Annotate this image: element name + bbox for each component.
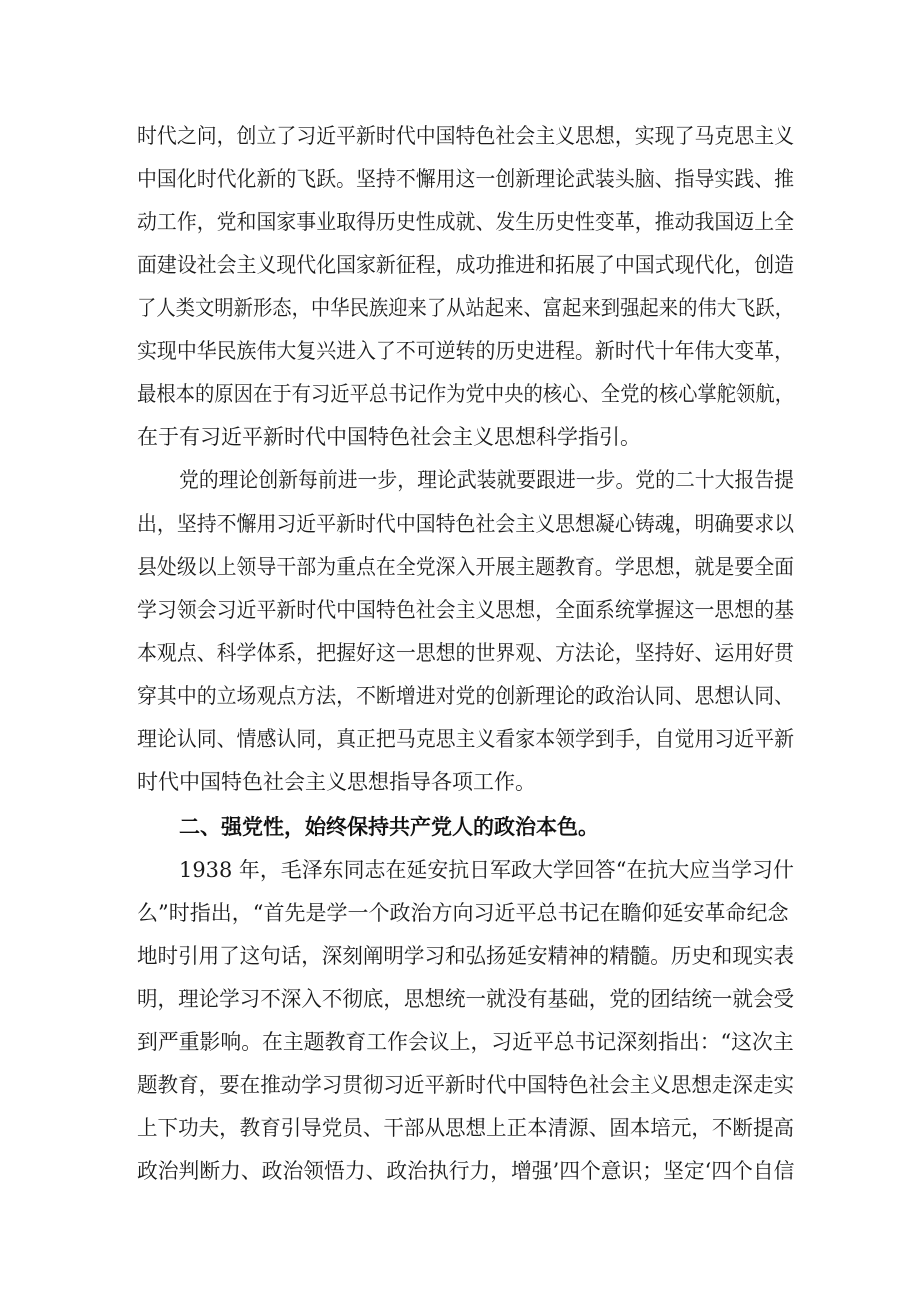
section-heading <box>0 807 920 847</box>
paragraph-1-line <box>0 116 920 156</box>
paragraph-3-line <box>0 850 920 890</box>
paragraph-3-line <box>0 1108 920 1148</box>
text-line: 上下功夫，教育引导党员、干部从思想上正本清源、固本培元，不断提高 <box>137 1116 795 1140</box>
paragraph-2-line <box>0 504 920 544</box>
text-line: 党的理论创新每前进一步，理论武装就要跟进一步。党的二十大报告提 <box>179 468 794 492</box>
text-line: 穿其中的立场观点方法，不断增进对党的创新理论的政治认同、思想认同、 <box>137 684 795 708</box>
heading-text: 二、强党性，始终保持共产党人的政治本色。 <box>179 815 599 839</box>
paragraph-2-line <box>0 460 920 500</box>
text-line: 本观点、科学体系，把握好这一思想的世界观、方法论，坚持好、运用好贯 <box>137 641 795 665</box>
paragraph-2-line <box>0 762 920 802</box>
text-line: 政治判断力、政治领悟力、政治执行力，增强’四个意识；坚定‘四个自信 <box>137 1159 795 1183</box>
text-line: 题教育，要在推动学习贯彻习近平新时代中国特色社会主义思想走深走实 <box>137 1073 795 1097</box>
text-line: 1938 年，毛泽东同志在延安抗日军政大学回答“在抗大应当学习什 <box>179 858 794 882</box>
text-line: 地时引用了这句话，深刻阐明学习和弘扬延安精神的精髓。历史和现实表 <box>137 944 795 968</box>
text-line: 到严重影响。在主题教育工作会议上，习近平总书记深刻指出：“这次主 <box>137 1030 794 1054</box>
paragraph-3-line <box>0 979 920 1019</box>
text-line: 时代之问，创立了习近平新时代中国特色社会主义思想，实现了马克思主义 <box>137 124 795 148</box>
paragraph-3-line <box>0 936 920 976</box>
paragraph-2-line <box>0 590 920 630</box>
text-line: 县处级以上领导干部为重点在全党深入开展主题教育。学思想，就是要全面 <box>137 555 795 579</box>
text-line: 时代中国特色社会主义思想指导各项工作。 <box>137 770 536 794</box>
paragraph-1-line <box>0 417 920 457</box>
text-line: 中国化时代化新的飞跃。坚持不懈用这一创新理论武装头脑、指导实践、推 <box>137 167 795 191</box>
text-line: 么”时指出，“首先是学一个政治方向习近平总书记在瞻仰延安革命纪念 <box>137 901 789 925</box>
paragraph-1-line <box>0 202 920 242</box>
text-line: 理论认同、情感认同，真正把马克思主义看家本领学到手，自觉用习近平新 <box>137 727 795 751</box>
paragraph-2-line <box>0 633 920 673</box>
paragraph-2-line <box>0 676 920 716</box>
text-line: 动工作，党和国家事业取得历史性成就、发生历史性变革，推动我国迈上全 <box>137 210 795 234</box>
paragraph-1-line <box>0 245 920 285</box>
paragraph-3-line <box>0 893 920 933</box>
text-line: 最根本的原因在于有习近平总书记作为党中央的核心、全党的核心掌舵领航， <box>137 382 795 406</box>
text-line: 明，理论学习不深入不彻底，思想统一就没有基础，党的团结统一就会受 <box>137 987 795 1011</box>
text-line: 在于有习近平新时代中国特色社会主义思想科学指引。 <box>137 425 641 449</box>
paragraph-1-line <box>0 288 920 328</box>
paragraph-1-line <box>0 159 920 199</box>
text-line: 出，坚持不懈用习近平新时代中国特色社会主义思想凝心铸魂，明确要求以 <box>137 512 795 536</box>
paragraph-2-line <box>0 547 920 587</box>
paragraph-1-line <box>0 374 920 414</box>
paragraph-3-line <box>0 1065 920 1105</box>
paragraph-1-line <box>0 331 920 371</box>
paragraph-3-line <box>0 1022 920 1062</box>
text-line: 学习领会习近平新时代中国特色社会主义思想，全面系统掌握这一思想的基 <box>137 598 795 622</box>
paragraph-2-line <box>0 719 920 759</box>
text-line: 面建设社会主义现代化国家新征程，成功推进和拓展了中国式现代化，创造 <box>137 253 795 277</box>
text-line: 实现中华民族伟大复兴进入了不可逆转的历史进程。新时代十年伟大变革， <box>137 339 795 363</box>
paragraph-3-line <box>0 1151 920 1191</box>
text-line: 了人类文明新形态，中华民族迎来了从站起来、富起来到强起来的伟大飞跃， <box>137 296 795 320</box>
